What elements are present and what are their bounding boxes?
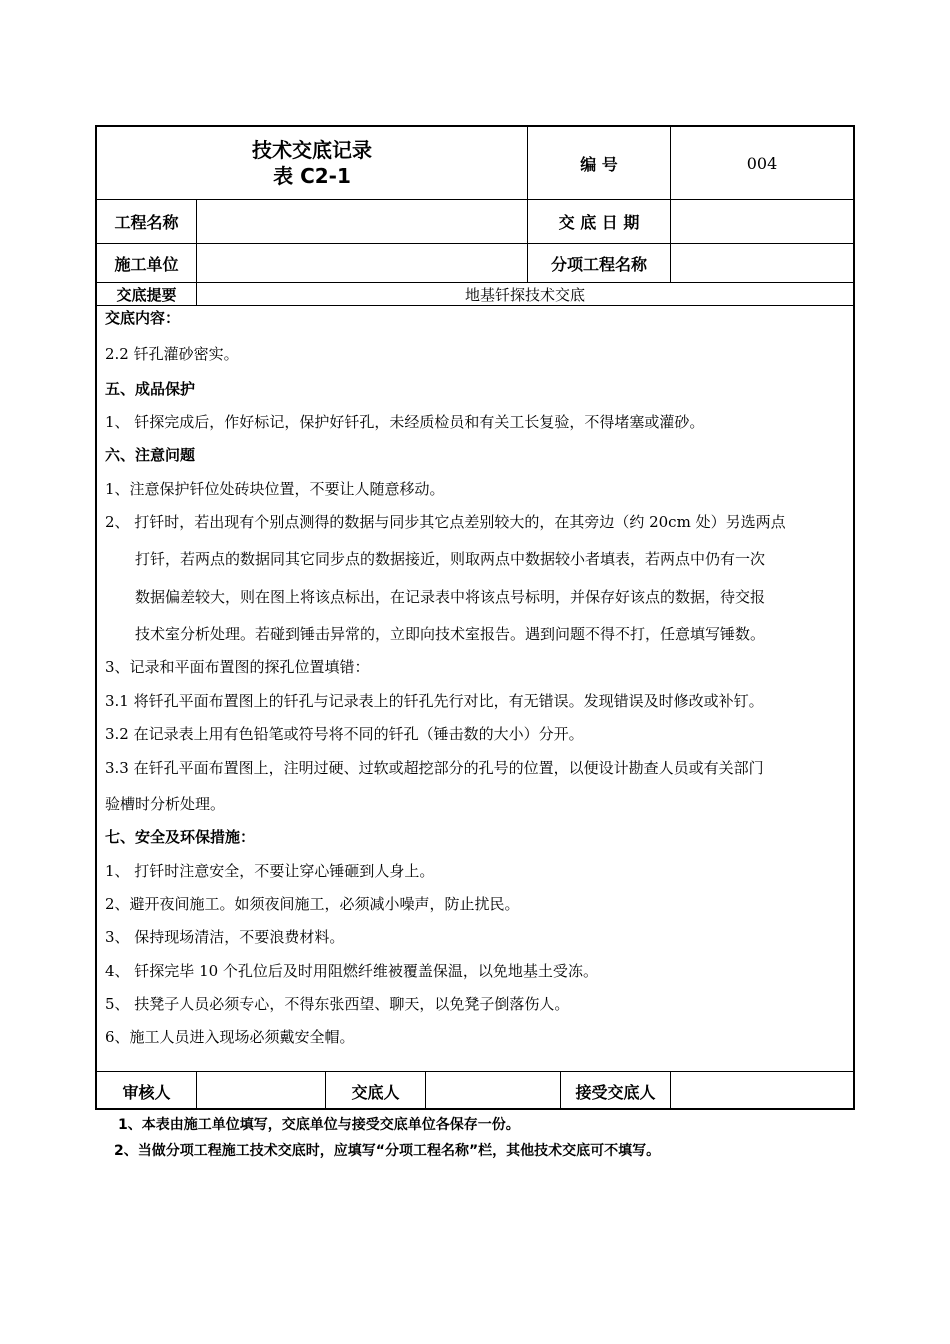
content-line: 6、施工人员进入现场必须戴安全帽。 bbox=[105, 1028, 355, 1046]
content-line: 2、避开夜间施工。如须夜间施工，必须减小噪声，防止扰民。 bbox=[105, 895, 520, 913]
date-field[interactable] bbox=[671, 200, 853, 243]
row-divider bbox=[97, 305, 853, 306]
form-title bbox=[97, 127, 527, 199]
receiver-field[interactable] bbox=[671, 1072, 853, 1110]
content-line: 技术室分析处理。若碰到锤击异常的，立即向技术室报告。遇到问题不得不打，任意填写锤数。 bbox=[135, 625, 766, 643]
project-name-field[interactable] bbox=[197, 200, 527, 243]
summary-value: 地基钎探技术交底 bbox=[464, 285, 585, 304]
form-title-line1: 技术交底记录 bbox=[252, 138, 372, 162]
form-title-line2: 表 C2-1 bbox=[273, 164, 351, 188]
disclosure-form bbox=[95, 125, 855, 1110]
content-line: 4、 钎探完毕 10 个孔位后及时用阻燃纤维被覆盖保温，以免地基土受冻。 bbox=[105, 962, 598, 980]
contractor-label: 施工单位 bbox=[114, 254, 179, 274]
section-heading: 五、成品保护 bbox=[105, 380, 196, 398]
content-line: 3、记录和平面布置图的探孔位置填错： bbox=[105, 658, 370, 676]
footnotes bbox=[114, 1112, 661, 1164]
content-line: 1、 打钎时注意安全，不要让穿心锤砸到人身上。 bbox=[105, 862, 435, 880]
content-line: 3.2 在记录表上用有色铅笔或符号将不同的钎孔（锤击数的大小）分开。 bbox=[105, 725, 584, 743]
discloser-field[interactable] bbox=[426, 1072, 560, 1110]
content-line: 1、注意保护钎位处砖块位置，不要让人随意移动。 bbox=[105, 480, 445, 498]
number-label: 编 号 bbox=[580, 154, 618, 174]
subproject-field[interactable] bbox=[671, 244, 853, 282]
content-line: 打钎，若两点的数据同其它同步点的数据接近，则取两点中数据较小者填表，若两点中仍有一次 bbox=[135, 550, 766, 568]
content-line: 2.2 钎孔灌砂密实。 bbox=[105, 345, 239, 363]
footnote: 1、本表由施工单位填写，交底单位与接受交底单位各保存一份。 bbox=[118, 1117, 520, 1133]
section-heading: 七、安全及环保措施： bbox=[105, 828, 256, 846]
number-value: 004 bbox=[746, 153, 778, 173]
content-line: 3.1 将钎孔平面布置图上的钎孔与记录表上的钎孔先行对比，有无错误。发现错误及时修改或补钉。 bbox=[105, 692, 764, 710]
content-line: 5、 扶凳子人员必须专心，不得东张西望、聊天，以免凳子倒落伤人。 bbox=[105, 995, 570, 1013]
date-label: 交 底 日 期 bbox=[558, 213, 640, 232]
reviewer-field[interactable] bbox=[197, 1072, 325, 1110]
reviewer-label: 审核人 bbox=[122, 1082, 171, 1102]
content-line: 1、 钎探完成后，作好标记，保护好钎孔，未经质检员和有关工长复验，不得堵塞或灌砂。 bbox=[105, 413, 705, 431]
section-heading: 六、注意问题 bbox=[105, 446, 196, 464]
receiver-label: 接受交底人 bbox=[575, 1082, 656, 1102]
contractor-field[interactable] bbox=[197, 244, 527, 282]
content-line: 数据偏差较大，则在图上将该点标出，在记录表中将该点号标明，并保存好该点的数据，待交报 bbox=[135, 588, 766, 606]
discloser-label: 交底人 bbox=[351, 1082, 400, 1102]
summary-label: 交底提要 bbox=[116, 285, 177, 304]
subproject-label: 分项工程名称 bbox=[550, 254, 647, 274]
content-line: 验槽时分析处理。 bbox=[105, 795, 226, 813]
footnote: 2、当做分项工程施工技术交底时，应填写“分项工程名称”栏，其他技术交底可不填写。 bbox=[114, 1143, 661, 1159]
project-name-label: 工程名称 bbox=[114, 213, 179, 232]
content-line: 3.3 在钎孔平面布置图上，注明过硬、过软或超挖部分的孔号的位置，以便设计勘查人员或有关部门 bbox=[105, 759, 764, 777]
content-line: 2、 打钎时，若出现有个别点测得的数据与同步其它点差别较大的，在其旁边（约 20cm 处）另选两点 bbox=[105, 513, 786, 531]
content-line: 3、 保持现场清洁，不要浪费材料。 bbox=[105, 928, 345, 946]
content-label: 交底内容： bbox=[105, 309, 181, 327]
